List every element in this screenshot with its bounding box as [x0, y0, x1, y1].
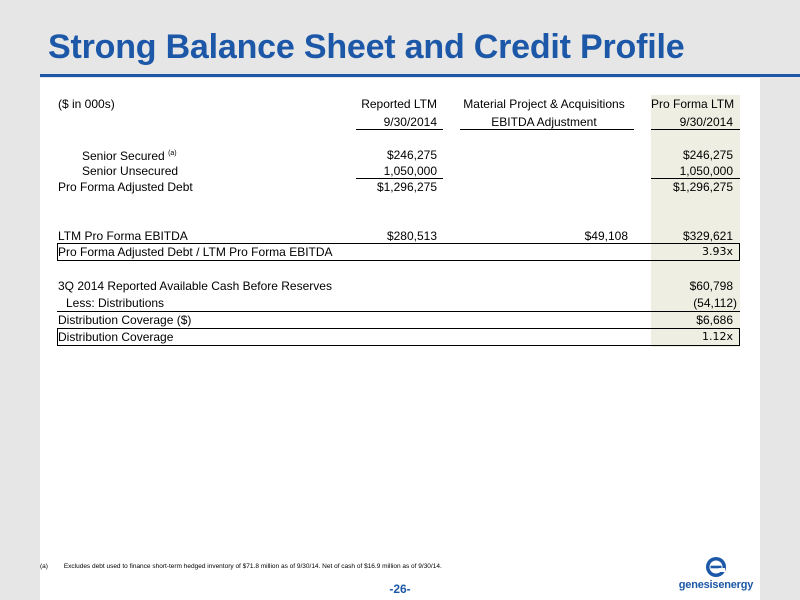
adjusted-debt-label: Pro Forma Adjusted Debt [58, 180, 193, 194]
senior-unsecured-reported: 1,050,000 [383, 164, 437, 178]
debt-subtotal-underline-pro-forma [651, 178, 740, 179]
leverage-label: Pro Forma Adjusted Debt / LTM Pro Forma EBITDA [58, 245, 333, 259]
header-pro-forma-date: 9/30/2014 [679, 115, 733, 129]
leverage-pro-forma: 3.93x [701, 245, 733, 258]
page-number: -26- [389, 582, 411, 596]
header-adjustment-sub: EBITDA Adjustment [491, 115, 597, 129]
page-title: Strong Balance Sheet and Credit Profile [48, 28, 685, 66]
senior-secured-label: Senior Secured [82, 149, 165, 163]
right-margin [760, 0, 800, 600]
logo-wordmark: genesisenergy [678, 579, 754, 591]
senior-secured-reported: $246,275 [386, 148, 437, 162]
header-reported-ltm-date: 9/30/2014 [383, 115, 437, 129]
footnote-text: Excludes debt used to finance short-term hedged inventory of $71.8 million as of 9/30/14. Net of cash of $16.9 million as of 9/30/14. [63, 563, 442, 570]
company-logo [672, 555, 760, 595]
footnote-marker: (a) [40, 563, 48, 570]
header-underline-adjustment [460, 129, 634, 130]
debt-subtotal-underline-reported [356, 178, 443, 179]
header-underline-pro-forma [651, 129, 740, 130]
units-label: ($ in 000s) [58, 97, 115, 111]
distributions-pro-forma: (54,112) [693, 296, 737, 310]
senior-unsecured-label: Senior Unsecured [82, 164, 179, 178]
adjusted-debt-pro-forma: $1,296,275 [672, 180, 733, 194]
ebitda-pro-forma: $329,621 [682, 229, 733, 243]
footnote [40, 563, 442, 570]
coverage-underline [57, 311, 740, 312]
coverage-dollars-pro-forma: $6,686 [696, 313, 733, 327]
ebitda-adjustment: $49,108 [584, 229, 628, 243]
adjusted-debt-reported: $1,296,275 [376, 180, 437, 194]
available-cash-pro-forma: $60,798 [689, 279, 733, 293]
header-pro-forma: Pro Forma LTM [651, 97, 735, 111]
header-underline-reported [356, 129, 443, 130]
row-label-senior-secured [82, 147, 177, 163]
ebitda-reported: $280,513 [386, 229, 437, 243]
title-rule [40, 74, 800, 77]
senior-secured-pro-forma: $246,275 [682, 148, 733, 162]
senior-unsecured-pro-forma: 1,050,000 [679, 164, 733, 178]
genesis-logo-icon [672, 555, 760, 581]
coverage-dollars-label: Distribution Coverage ($) [58, 313, 192, 327]
ebitda-label: LTM Pro Forma EBITDA [58, 229, 188, 243]
left-margin [0, 0, 40, 600]
available-cash-label: 3Q 2014 Reported Available Cash Before Reserves [58, 279, 332, 293]
header-reported-ltm: Reported LTM [361, 97, 437, 111]
distributions-label: Less: Distributions [66, 296, 165, 310]
coverage-ratio-label: Distribution Coverage [58, 330, 174, 344]
senior-secured-footnote-ref: (a) [168, 150, 177, 157]
header-adjustment: Material Project & Acquisitions [463, 97, 625, 111]
coverage-ratio-pro-forma: 1.12x [701, 330, 733, 343]
